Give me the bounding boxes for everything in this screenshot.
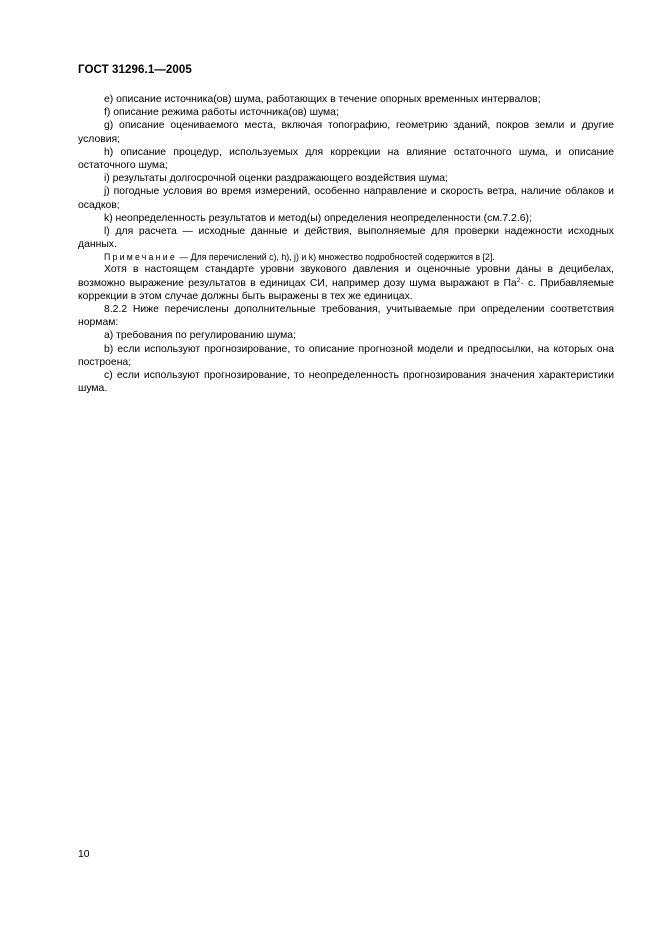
list-item-a: а) требования по регулированию шума; [104,330,296,342]
document-header: ГОСТ 31296.1—2005 [78,64,192,76]
paragraph-units-superscript: 2 [516,276,521,284]
note-label: Примечание [104,252,177,263]
list-item-g: g) описание оцениваемого места, включая топографию, геометрию зданий, покров земли и другие условия; [78,120,614,145]
list-item-l: l) для расчета — исходные данные и действия, выполняемые для проверки надежности исходных данных. [78,226,614,251]
section-8-2-2: 8.2.2 Ниже перечислены дополнительные требования, учитываемые при определении соответствия нормам: [78,304,614,329]
list-item-j: j) погодные условия во время измерений, особенно направление и скорость ветра, наличие облаков и осадков; [78,186,614,211]
list-item-e: e) описание источника(ов) шума, работающих в течение опорных временных интервалов; [104,94,541,105]
paragraph-units-before: Хотя в настоящем стандарте уровни звукового давления и оценочные уровни даны в децибелах, возможно выражение результатов в единицах СИ, например дозу шума выражают в Па [78,264,614,289]
list-item-c: с) если используют прогнозирование, то неопределенность прогнозирования значения характеристики шума. [78,370,614,395]
note-text: — Для перечислений с), h), j) и k) множество подробностей содержится в [2]. [176,252,495,263]
document-body [78,93,614,395]
list-item-f: f) описание режима работы источника(ов) шума; [104,107,339,119]
list-item-h: h) описание процедур, используемых для коррекции на влияние остаточного шума, и описание остаточного шума; [78,146,614,172]
paragraph-units [78,263,614,303]
list-item-k: k) неопределенность результатов и метод(ы) определения неопределенности (см.7.2.6); [104,212,532,224]
note [78,251,614,263]
paragraph-units-after: · с. Прибавляемые коррекции в этом случае должны быть выражены в тех же единицах. [78,277,614,302]
page-number: 10 [78,849,90,860]
list-item-i: i) результаты долгосрочной оценки раздражающего воздействия шума; [104,173,448,185]
list-item-b: b) если используют прогнозирование, то описание прогнозной модели и предпосылки, на которых она построена; [78,343,614,368]
